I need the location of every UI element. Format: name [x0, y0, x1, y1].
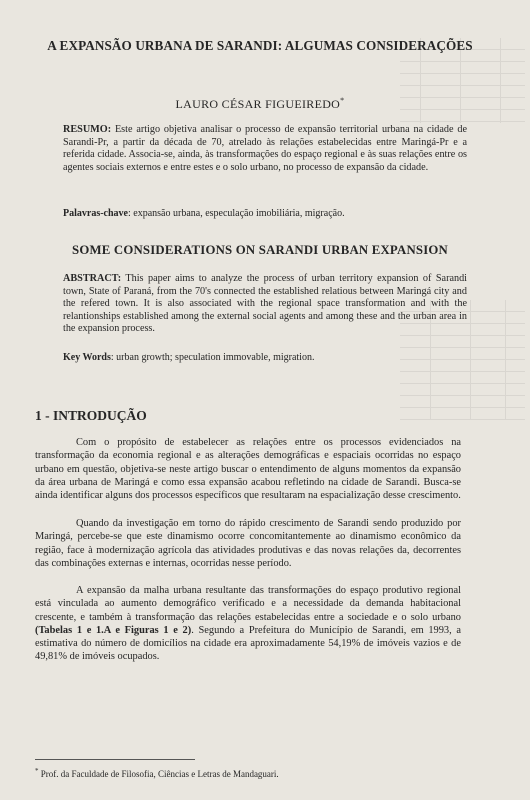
intro-paragraph-2: Quando da investigação em torno do rápido crescimento de Sarandi sendo produzido por Maringá, percebe-se que este dinamismo ocorre concomitantemente ao dinamismo econômico da região, face à modernização agrícola das atividades produtivas e das novas relações da, decorrentes das combinações externas e internas, ocorridas nesse período. — [35, 518, 461, 569]
author-footnote-mark: * — [340, 96, 345, 105]
palavras-chave-label: Palavras-chave — [63, 208, 128, 219]
resumo-text: Este artigo objetiva analisar o processo de expansão territorial urbana na cidade de Sarandi-Pr, a partir da década de 70, atrelado às relações estabelecidas entre Maringá-Pr e a referida cidade. Associa-se, ainda, às transformações do espaço regional e às suas relações entre os agentes sociais externos e entre estes e o solo urbano, no processo de expansão da cidade. — [63, 124, 467, 173]
tables-figures-reference: (Tabelas 1 e 1.A e Figuras 1 e 2) — [35, 624, 192, 636]
intro-paragraph-3 — [35, 584, 461, 664]
paper-title-pt: A EXPANSÃO URBANA DE SARANDI: ALGUMAS CONSIDERAÇÕES — [47, 38, 473, 53]
palavras-chave-line — [63, 208, 467, 220]
abstract-text: This paper aims to analyze the process of urban territory expansion of Sarandi town, State of Paraná, from the 70's connected the established relatious between Maringá city and the refered town. It is also associated with the regional space transformation and with the relantionships established among the external social agents and among these and the urban area in the expansion process. — [63, 273, 467, 334]
palavras-chave-text: : expansão urbana, especulação imobiliária, migração. — [128, 208, 345, 219]
footnote-divider — [35, 759, 195, 760]
key-words-line — [63, 352, 467, 364]
intro-paragraph-1: Com o propósito de estabelecer as relações entre os processos evidenciados na transformação da economia regional e as alterações demográficas e espaciais ocorridas no espaço urbano em questão, objetiva-se neste artigo buscar o entendimento de alguns momentos da expansão da área urbana de Maringá e como essa expansão acabou refletindo na cidade de Sarandi. Busca-se ainda identificar alguns dos processos específicos que resultaram na espacialização desse crescimento. — [35, 437, 461, 502]
intro-paragraph-3-text-b: . Segundo a Prefeitura do Município de Sarandi, em 1993, a estimativa do número de domicílios na cidade era aproximadamente 54,19% de imóveis vazios e de 49,81% de imóveis ocupados. — [35, 624, 462, 663]
resumo-label: RESUMO: — [63, 124, 112, 135]
footnote — [35, 766, 279, 780]
abstract-label: ABSTRACT: — [63, 273, 122, 284]
key-words-text: : urban growth; speculation immovable, migration. — [110, 352, 315, 363]
key-words-label: Key Words — [63, 352, 111, 363]
author-name-text: LAURO CÉSAR FIGUEIREDO — [175, 97, 341, 111]
footnote-text: Prof. da Faculdade de Filosofia, Ciências e Letras de Mandaguari. — [38, 769, 279, 779]
abstract-paragraph — [63, 273, 467, 336]
intro-paragraph-3-text-a: A expansão da malha urbana resultante das transformações do espaço produtivo regional está vinculada ao aumento demográfico verificado e a necessidade da demanda habitacional crescente, e também à transformação das relações estabelecidas entre a sociedade e o solo urbano — [35, 585, 461, 623]
author-name — [40, 96, 480, 112]
section-heading: 1 - INTRODUÇÃO — [35, 408, 147, 423]
resumo-paragraph — [63, 124, 467, 174]
footnote-mark: * — [35, 767, 39, 775]
paper-title-en: SOME CONSIDERATIONS ON SARANDI URBAN EXPANSION — [72, 243, 448, 257]
